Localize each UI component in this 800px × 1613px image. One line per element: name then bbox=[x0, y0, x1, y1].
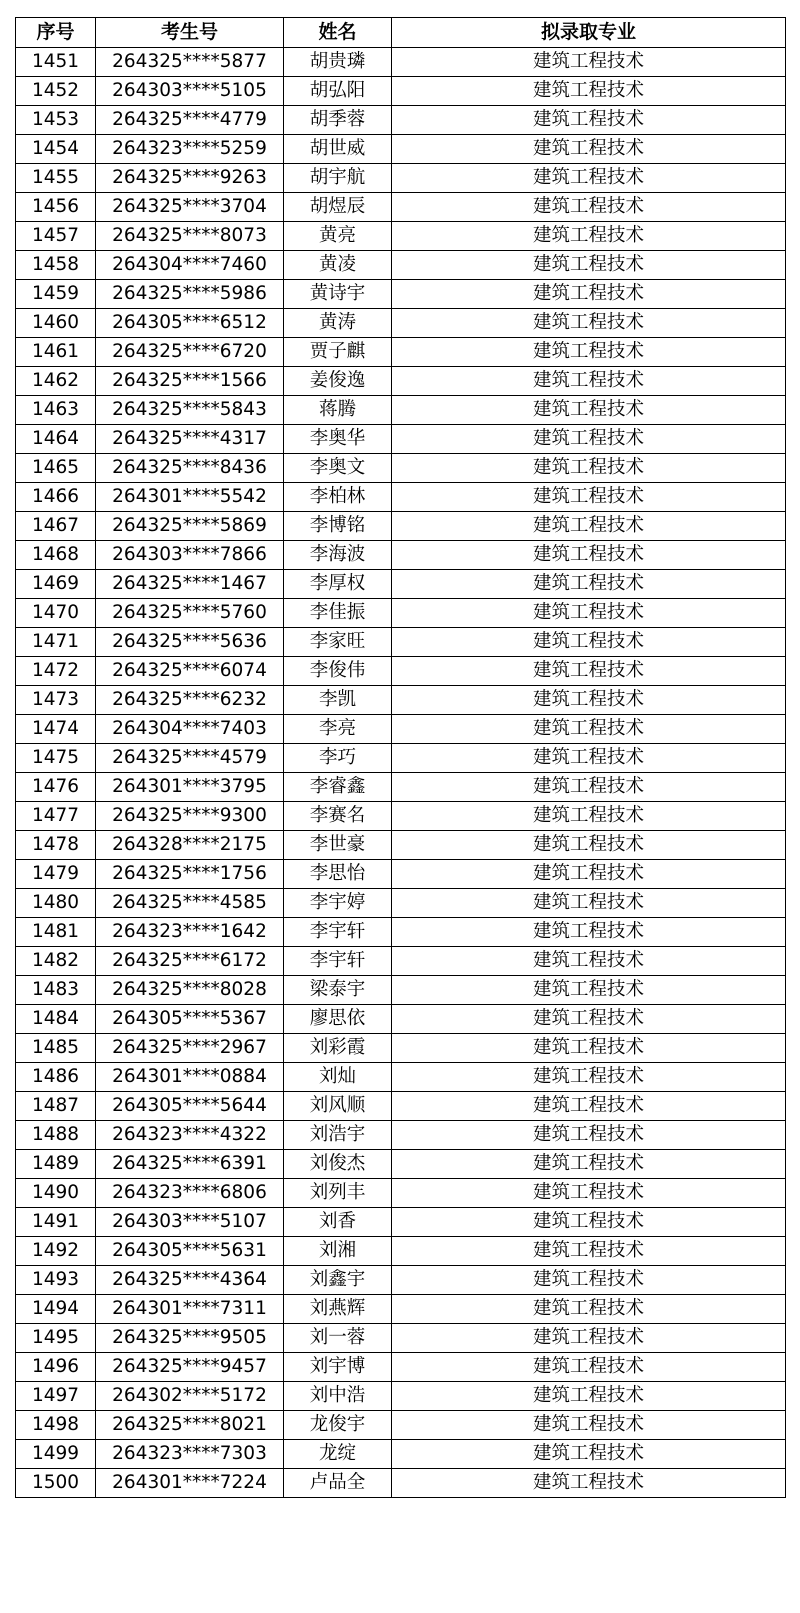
cell-seq: 1488 bbox=[16, 1121, 96, 1150]
cell-exam-number: 264325****4579 bbox=[96, 744, 284, 773]
cell-name: 李奥华 bbox=[284, 425, 392, 454]
cell-name: 刘一蓉 bbox=[284, 1324, 392, 1353]
cell-exam-number: 264325****9457 bbox=[96, 1353, 284, 1382]
cell-major: 建筑工程技术 bbox=[392, 483, 786, 512]
cell-exam-number: 264325****6172 bbox=[96, 947, 284, 976]
cell-major: 建筑工程技术 bbox=[392, 512, 786, 541]
cell-major: 建筑工程技术 bbox=[392, 164, 786, 193]
cell-name: 胡煜辰 bbox=[284, 193, 392, 222]
cell-exam-number: 264325****4364 bbox=[96, 1266, 284, 1295]
cell-seq: 1496 bbox=[16, 1353, 96, 1382]
cell-seq: 1478 bbox=[16, 831, 96, 860]
cell-major: 建筑工程技术 bbox=[392, 1382, 786, 1411]
cell-major: 建筑工程技术 bbox=[392, 1295, 786, 1324]
table-row bbox=[16, 425, 786, 454]
cell-seq: 1452 bbox=[16, 77, 96, 106]
cell-major: 建筑工程技术 bbox=[392, 541, 786, 570]
cell-name: 刘香 bbox=[284, 1208, 392, 1237]
cell-exam-number: 264301****3795 bbox=[96, 773, 284, 802]
table-row bbox=[16, 1150, 786, 1179]
cell-major: 建筑工程技术 bbox=[392, 773, 786, 802]
cell-name: 李宇轩 bbox=[284, 947, 392, 976]
header-seq: 序号 bbox=[16, 18, 96, 48]
cell-seq: 1474 bbox=[16, 715, 96, 744]
cell-name: 黄涛 bbox=[284, 309, 392, 338]
cell-major: 建筑工程技术 bbox=[392, 1092, 786, 1121]
cell-exam-number: 264323****6806 bbox=[96, 1179, 284, 1208]
table-row bbox=[16, 338, 786, 367]
cell-name: 黄凌 bbox=[284, 251, 392, 280]
cell-name: 李凯 bbox=[284, 686, 392, 715]
cell-exam-number: 264305****5367 bbox=[96, 1005, 284, 1034]
cell-major: 建筑工程技术 bbox=[392, 860, 786, 889]
table-row bbox=[16, 1034, 786, 1063]
cell-exam-number: 264325****5760 bbox=[96, 599, 284, 628]
table-row bbox=[16, 396, 786, 425]
cell-exam-number: 264303****7866 bbox=[96, 541, 284, 570]
cell-name: 李世豪 bbox=[284, 831, 392, 860]
cell-major: 建筑工程技术 bbox=[392, 1150, 786, 1179]
cell-seq: 1489 bbox=[16, 1150, 96, 1179]
cell-seq: 1453 bbox=[16, 106, 96, 135]
cell-major: 建筑工程技术 bbox=[392, 744, 786, 773]
cell-exam-number: 264325****9300 bbox=[96, 802, 284, 831]
table-row bbox=[16, 1237, 786, 1266]
table-row bbox=[16, 512, 786, 541]
cell-exam-number: 264325****4317 bbox=[96, 425, 284, 454]
cell-exam-number: 264325****5869 bbox=[96, 512, 284, 541]
cell-exam-number: 264325****6391 bbox=[96, 1150, 284, 1179]
cell-major: 建筑工程技术 bbox=[392, 77, 786, 106]
cell-exam-number: 264325****3704 bbox=[96, 193, 284, 222]
cell-seq: 1498 bbox=[16, 1411, 96, 1440]
cell-name: 廖思依 bbox=[284, 1005, 392, 1034]
cell-name: 刘列丰 bbox=[284, 1179, 392, 1208]
cell-exam-number: 264325****5636 bbox=[96, 628, 284, 657]
table-row bbox=[16, 1382, 786, 1411]
cell-major: 建筑工程技术 bbox=[392, 425, 786, 454]
cell-exam-number: 264325****5986 bbox=[96, 280, 284, 309]
table-body bbox=[16, 48, 786, 1498]
cell-major: 建筑工程技术 bbox=[392, 251, 786, 280]
table-row bbox=[16, 193, 786, 222]
cell-major: 建筑工程技术 bbox=[392, 1005, 786, 1034]
table-row bbox=[16, 1092, 786, 1121]
cell-major: 建筑工程技术 bbox=[392, 657, 786, 686]
cell-seq: 1497 bbox=[16, 1382, 96, 1411]
cell-exam-number: 264325****1566 bbox=[96, 367, 284, 396]
cell-name: 刘浩宇 bbox=[284, 1121, 392, 1150]
table-row bbox=[16, 106, 786, 135]
cell-exam-number: 264305****5631 bbox=[96, 1237, 284, 1266]
cell-name: 刘湘 bbox=[284, 1237, 392, 1266]
cell-major: 建筑工程技术 bbox=[392, 1208, 786, 1237]
cell-seq: 1473 bbox=[16, 686, 96, 715]
cell-name: 胡世威 bbox=[284, 135, 392, 164]
cell-major: 建筑工程技术 bbox=[392, 454, 786, 483]
cell-seq: 1467 bbox=[16, 512, 96, 541]
table-row bbox=[16, 280, 786, 309]
cell-major: 建筑工程技术 bbox=[392, 1324, 786, 1353]
admission-list-table bbox=[15, 17, 786, 1498]
cell-name: 胡宇航 bbox=[284, 164, 392, 193]
cell-name: 李海波 bbox=[284, 541, 392, 570]
cell-name: 胡弘阳 bbox=[284, 77, 392, 106]
cell-exam-number: 264325****1467 bbox=[96, 570, 284, 599]
cell-exam-number: 264325****9505 bbox=[96, 1324, 284, 1353]
cell-seq: 1494 bbox=[16, 1295, 96, 1324]
cell-name: 黄诗宇 bbox=[284, 280, 392, 309]
cell-name: 贾子麒 bbox=[284, 338, 392, 367]
cell-major: 建筑工程技术 bbox=[392, 1266, 786, 1295]
cell-name: 刘俊杰 bbox=[284, 1150, 392, 1179]
cell-exam-number: 264323****1642 bbox=[96, 918, 284, 947]
cell-seq: 1499 bbox=[16, 1440, 96, 1469]
cell-seq: 1476 bbox=[16, 773, 96, 802]
table-row bbox=[16, 570, 786, 599]
cell-seq: 1457 bbox=[16, 222, 96, 251]
cell-name: 李博铭 bbox=[284, 512, 392, 541]
table-row bbox=[16, 483, 786, 512]
table-row bbox=[16, 48, 786, 77]
cell-major: 建筑工程技术 bbox=[392, 193, 786, 222]
cell-major: 建筑工程技术 bbox=[392, 947, 786, 976]
cell-name: 李佳振 bbox=[284, 599, 392, 628]
table-row bbox=[16, 1469, 786, 1498]
table-row bbox=[16, 628, 786, 657]
cell-exam-number: 264323****4322 bbox=[96, 1121, 284, 1150]
cell-name: 刘燕辉 bbox=[284, 1295, 392, 1324]
cell-major: 建筑工程技术 bbox=[392, 280, 786, 309]
cell-name: 李家旺 bbox=[284, 628, 392, 657]
cell-major: 建筑工程技术 bbox=[392, 135, 786, 164]
cell-seq: 1483 bbox=[16, 976, 96, 1005]
table-row bbox=[16, 976, 786, 1005]
cell-major: 建筑工程技术 bbox=[392, 222, 786, 251]
cell-exam-number: 264325****6720 bbox=[96, 338, 284, 367]
cell-major: 建筑工程技术 bbox=[392, 976, 786, 1005]
table-row bbox=[16, 1208, 786, 1237]
cell-major: 建筑工程技术 bbox=[392, 1034, 786, 1063]
cell-seq: 1461 bbox=[16, 338, 96, 367]
cell-major: 建筑工程技术 bbox=[392, 338, 786, 367]
cell-name: 李宇婷 bbox=[284, 889, 392, 918]
cell-major: 建筑工程技术 bbox=[392, 1353, 786, 1382]
cell-exam-number: 264323****7303 bbox=[96, 1440, 284, 1469]
table-row bbox=[16, 1063, 786, 1092]
cell-major: 建筑工程技术 bbox=[392, 309, 786, 338]
cell-exam-number: 264325****1756 bbox=[96, 860, 284, 889]
table-row bbox=[16, 889, 786, 918]
cell-seq: 1456 bbox=[16, 193, 96, 222]
cell-seq: 1482 bbox=[16, 947, 96, 976]
cell-major: 建筑工程技术 bbox=[392, 802, 786, 831]
cell-seq: 1464 bbox=[16, 425, 96, 454]
table-row bbox=[16, 773, 786, 802]
cell-name: 李亮 bbox=[284, 715, 392, 744]
cell-exam-number: 264304****7403 bbox=[96, 715, 284, 744]
cell-exam-number: 264325****9263 bbox=[96, 164, 284, 193]
cell-seq: 1479 bbox=[16, 860, 96, 889]
table-row bbox=[16, 599, 786, 628]
cell-exam-number: 264325****8021 bbox=[96, 1411, 284, 1440]
cell-major: 建筑工程技术 bbox=[392, 1440, 786, 1469]
cell-seq: 1470 bbox=[16, 599, 96, 628]
table-row bbox=[16, 164, 786, 193]
cell-major: 建筑工程技术 bbox=[392, 1237, 786, 1266]
cell-seq: 1480 bbox=[16, 889, 96, 918]
cell-exam-number: 264325****6074 bbox=[96, 657, 284, 686]
cell-seq: 1475 bbox=[16, 744, 96, 773]
cell-exam-number: 264325****8436 bbox=[96, 454, 284, 483]
cell-name: 李思怡 bbox=[284, 860, 392, 889]
header-exam-number: 考生号 bbox=[96, 18, 284, 48]
cell-name: 刘中浩 bbox=[284, 1382, 392, 1411]
cell-major: 建筑工程技术 bbox=[392, 918, 786, 947]
cell-seq: 1469 bbox=[16, 570, 96, 599]
cell-name: 李俊伟 bbox=[284, 657, 392, 686]
cell-name: 蒋腾 bbox=[284, 396, 392, 425]
cell-exam-number: 264301****5542 bbox=[96, 483, 284, 512]
cell-major: 建筑工程技术 bbox=[392, 1063, 786, 1092]
cell-seq: 1466 bbox=[16, 483, 96, 512]
cell-major: 建筑工程技术 bbox=[392, 889, 786, 918]
cell-exam-number: 264325****5843 bbox=[96, 396, 284, 425]
cell-exam-number: 264325****2967 bbox=[96, 1034, 284, 1063]
table-row bbox=[16, 1295, 786, 1324]
table-row bbox=[16, 831, 786, 860]
cell-major: 建筑工程技术 bbox=[392, 599, 786, 628]
cell-exam-number: 264325****6232 bbox=[96, 686, 284, 715]
table-row bbox=[16, 686, 786, 715]
cell-seq: 1484 bbox=[16, 1005, 96, 1034]
cell-seq: 1471 bbox=[16, 628, 96, 657]
table-row bbox=[16, 1324, 786, 1353]
table-row bbox=[16, 135, 786, 164]
cell-exam-number: 264325****4585 bbox=[96, 889, 284, 918]
table-row bbox=[16, 744, 786, 773]
table-row bbox=[16, 251, 786, 280]
cell-seq: 1460 bbox=[16, 309, 96, 338]
cell-exam-number: 264305****6512 bbox=[96, 309, 284, 338]
cell-name: 刘灿 bbox=[284, 1063, 392, 1092]
cell-name: 胡季蓉 bbox=[284, 106, 392, 135]
cell-major: 建筑工程技术 bbox=[392, 396, 786, 425]
cell-name: 李宇轩 bbox=[284, 918, 392, 947]
cell-seq: 1487 bbox=[16, 1092, 96, 1121]
cell-name: 龙绽 bbox=[284, 1440, 392, 1469]
table-row bbox=[16, 367, 786, 396]
table-row bbox=[16, 222, 786, 251]
cell-major: 建筑工程技术 bbox=[392, 1121, 786, 1150]
table-row bbox=[16, 860, 786, 889]
cell-seq: 1468 bbox=[16, 541, 96, 570]
cell-major: 建筑工程技术 bbox=[392, 628, 786, 657]
cell-major: 建筑工程技术 bbox=[392, 715, 786, 744]
cell-name: 刘宇博 bbox=[284, 1353, 392, 1382]
cell-name: 李柏林 bbox=[284, 483, 392, 512]
cell-exam-number: 264304****7460 bbox=[96, 251, 284, 280]
cell-name: 黄亮 bbox=[284, 222, 392, 251]
table-header-row bbox=[16, 18, 786, 48]
cell-name: 卢品全 bbox=[284, 1469, 392, 1498]
table-row bbox=[16, 947, 786, 976]
cell-major: 建筑工程技术 bbox=[392, 367, 786, 396]
table-row bbox=[16, 1440, 786, 1469]
table-row bbox=[16, 1353, 786, 1382]
cell-exam-number: 264325****5877 bbox=[96, 48, 284, 77]
cell-seq: 1465 bbox=[16, 454, 96, 483]
cell-name: 刘彩霞 bbox=[284, 1034, 392, 1063]
table-row bbox=[16, 802, 786, 831]
table-row bbox=[16, 454, 786, 483]
header-major: 拟录取专业 bbox=[392, 18, 786, 48]
table-row bbox=[16, 541, 786, 570]
cell-seq: 1463 bbox=[16, 396, 96, 425]
cell-exam-number: 264301****7311 bbox=[96, 1295, 284, 1324]
cell-exam-number: 264302****5172 bbox=[96, 1382, 284, 1411]
cell-name: 龙俊宇 bbox=[284, 1411, 392, 1440]
table-row bbox=[16, 1179, 786, 1208]
cell-major: 建筑工程技术 bbox=[392, 1411, 786, 1440]
cell-seq: 1490 bbox=[16, 1179, 96, 1208]
cell-exam-number: 264328****2175 bbox=[96, 831, 284, 860]
cell-major: 建筑工程技术 bbox=[392, 106, 786, 135]
cell-name: 刘风顺 bbox=[284, 1092, 392, 1121]
cell-seq: 1500 bbox=[16, 1469, 96, 1498]
table-row bbox=[16, 918, 786, 947]
table-row bbox=[16, 1005, 786, 1034]
cell-seq: 1454 bbox=[16, 135, 96, 164]
cell-major: 建筑工程技术 bbox=[392, 570, 786, 599]
cell-seq: 1459 bbox=[16, 280, 96, 309]
cell-seq: 1481 bbox=[16, 918, 96, 947]
table-row bbox=[16, 1121, 786, 1150]
cell-seq: 1486 bbox=[16, 1063, 96, 1092]
cell-name: 胡贵璘 bbox=[284, 48, 392, 77]
cell-exam-number: 264325****8073 bbox=[96, 222, 284, 251]
cell-name: 李厚权 bbox=[284, 570, 392, 599]
cell-seq: 1495 bbox=[16, 1324, 96, 1353]
cell-major: 建筑工程技术 bbox=[392, 1469, 786, 1498]
cell-name: 刘鑫宇 bbox=[284, 1266, 392, 1295]
cell-seq: 1492 bbox=[16, 1237, 96, 1266]
cell-seq: 1485 bbox=[16, 1034, 96, 1063]
cell-seq: 1491 bbox=[16, 1208, 96, 1237]
cell-seq: 1493 bbox=[16, 1266, 96, 1295]
cell-exam-number: 264323****5259 bbox=[96, 135, 284, 164]
cell-exam-number: 264305****5644 bbox=[96, 1092, 284, 1121]
cell-seq: 1462 bbox=[16, 367, 96, 396]
table-row bbox=[16, 1266, 786, 1295]
cell-exam-number: 264301****7224 bbox=[96, 1469, 284, 1498]
cell-major: 建筑工程技术 bbox=[392, 686, 786, 715]
cell-exam-number: 264301****0884 bbox=[96, 1063, 284, 1092]
cell-major: 建筑工程技术 bbox=[392, 1179, 786, 1208]
cell-seq: 1451 bbox=[16, 48, 96, 77]
cell-seq: 1458 bbox=[16, 251, 96, 280]
table-row bbox=[16, 1411, 786, 1440]
cell-name: 李睿鑫 bbox=[284, 773, 392, 802]
header-name: 姓名 bbox=[284, 18, 392, 48]
cell-major: 建筑工程技术 bbox=[392, 48, 786, 77]
cell-name: 李奥文 bbox=[284, 454, 392, 483]
cell-seq: 1472 bbox=[16, 657, 96, 686]
cell-major: 建筑工程技术 bbox=[392, 831, 786, 860]
cell-name: 姜俊逸 bbox=[284, 367, 392, 396]
cell-name: 李赛名 bbox=[284, 802, 392, 831]
cell-exam-number: 264303****5105 bbox=[96, 77, 284, 106]
cell-exam-number: 264303****5107 bbox=[96, 1208, 284, 1237]
cell-name: 李巧 bbox=[284, 744, 392, 773]
cell-exam-number: 264325****4779 bbox=[96, 106, 284, 135]
cell-seq: 1477 bbox=[16, 802, 96, 831]
cell-exam-number: 264325****8028 bbox=[96, 976, 284, 1005]
cell-name: 梁泰宇 bbox=[284, 976, 392, 1005]
table-row bbox=[16, 309, 786, 338]
cell-seq: 1455 bbox=[16, 164, 96, 193]
table-row bbox=[16, 657, 786, 686]
table-row bbox=[16, 715, 786, 744]
table-row bbox=[16, 77, 786, 106]
